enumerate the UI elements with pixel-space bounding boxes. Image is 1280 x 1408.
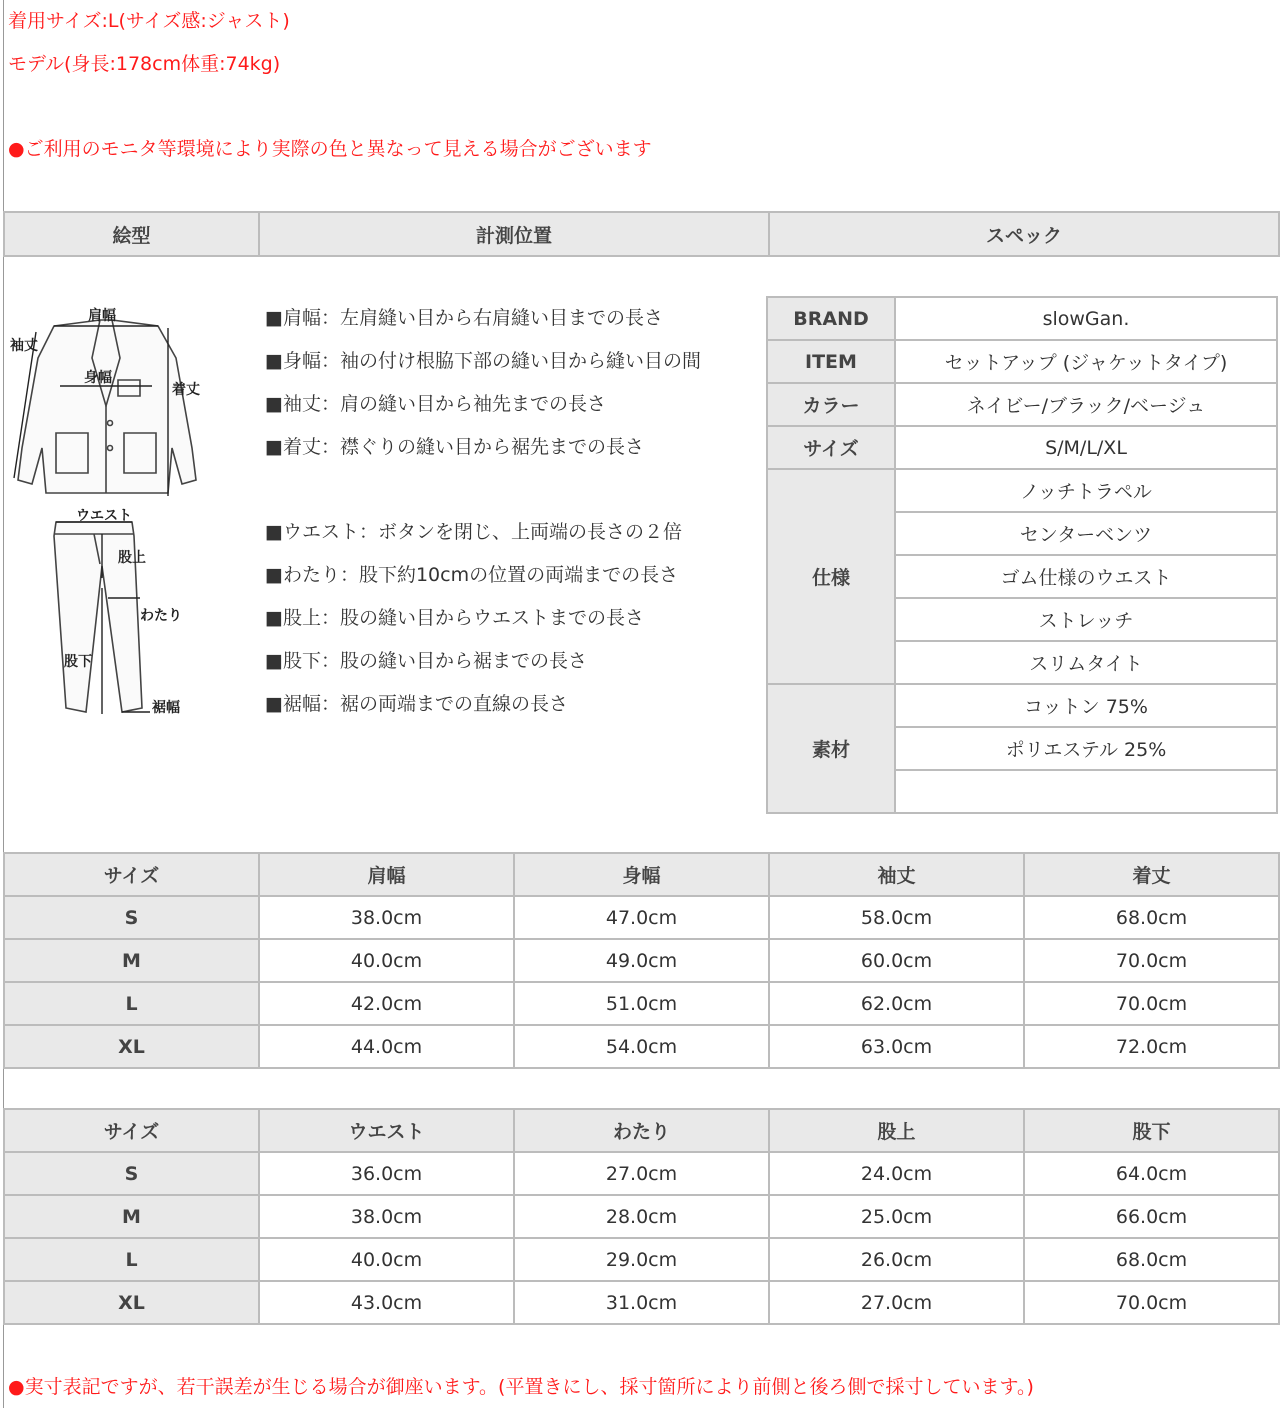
table-cell: 31.0cm (514, 1281, 769, 1324)
spec-row-size (767, 426, 1277, 469)
table-cell: 28.0cm (514, 1195, 769, 1238)
table-cell: 40.0cm (259, 939, 514, 982)
table-cell: 66.0cm (1024, 1195, 1279, 1238)
table-cell: 24.0cm (769, 1152, 1024, 1195)
table-cell: 25.0cm (769, 1195, 1024, 1238)
measure-pants-inseam: ■股下：股の縫い目から裾までの長さ (265, 650, 587, 672)
spec-value: ゴム仕様のウエスト (895, 555, 1277, 598)
jacket-diagram (6, 298, 206, 503)
column-header: サイズ (4, 1109, 259, 1152)
measure-jacket-chest: ■身幅：袖の付け根脇下部の縫い目から縫い目の間 (265, 350, 701, 372)
pants-diagram (52, 508, 202, 718)
table-row (4, 939, 1279, 982)
column-header: 股上 (769, 1109, 1024, 1152)
size-cell: XL (4, 1281, 259, 1324)
spec-value: ポリエステル 25% (895, 727, 1277, 770)
table-cell: 38.0cm (259, 896, 514, 939)
table-row (4, 1195, 1279, 1238)
table-row (4, 1152, 1279, 1195)
table-header-row (4, 853, 1279, 896)
measure-jacket-length: ■着丈：襟ぐりの縫い目から裾先までの長さ (265, 436, 644, 458)
spec-value (895, 770, 1277, 813)
size-cell: L (4, 1238, 259, 1281)
label-hem: 裾幅 (152, 700, 180, 716)
spec-label: BRAND (767, 297, 895, 340)
monitor-warning: ●ご利用のモニタ等環境により実際の色と異なって見える場合がございます (8, 138, 652, 160)
footer-note: ●実寸表記ですが、若干誤差が生じる場合が御座います。(平置きにし、採寸箇所により前側と後ろ側で採寸しています。) (8, 1376, 1034, 1398)
label-rise: 股上 (118, 550, 146, 566)
table-row (4, 1025, 1279, 1068)
label-sleeve: 袖丈 (10, 338, 38, 354)
size-cell: XL (4, 1025, 259, 1068)
wearing-size-note: 着用サイズ:L(サイズ感:ジャスト) (8, 10, 290, 32)
spec-row-brand (767, 297, 1277, 340)
table-cell: 54.0cm (514, 1025, 769, 1068)
table-cell: 72.0cm (1024, 1025, 1279, 1068)
spec-row-material (767, 684, 1277, 727)
column-header: 身幅 (514, 853, 769, 896)
table-cell: 36.0cm (259, 1152, 514, 1195)
spec-row-color (767, 383, 1277, 426)
table-cell: 47.0cm (514, 896, 769, 939)
spec-value: ノッチトラペル (895, 469, 1277, 512)
spec-label: ITEM (767, 340, 895, 383)
spec-row-feature (767, 469, 1277, 512)
table-cell: 26.0cm (769, 1238, 1024, 1281)
measure-pants-rise: ■股上：股の縫い目からウエストまでの長さ (265, 607, 644, 629)
table-cell: 60.0cm (769, 939, 1024, 982)
measure-jacket-sleeve: ■袖丈：肩の縫い目から袖先までの長さ (265, 393, 606, 415)
spec-label: 素材 (767, 684, 895, 813)
spec-value: ストレッチ (895, 598, 1277, 641)
column-header: わたり (514, 1109, 769, 1152)
header-spec: スペック (769, 212, 1279, 256)
table-cell: 70.0cm (1024, 939, 1279, 982)
size-cell: M (4, 939, 259, 982)
table-row (4, 1281, 1279, 1324)
spec-row-item (767, 340, 1277, 383)
table-cell: 40.0cm (259, 1238, 514, 1281)
label-chest: 身幅 (84, 370, 112, 386)
table-cell: 49.0cm (514, 939, 769, 982)
section-header-table (3, 211, 1280, 257)
spec-value: slowGan. (895, 297, 1277, 340)
table-row (4, 896, 1279, 939)
measure-pants-waist: ■ウエスト：ボタンを閉じ、上両端の長さの２倍 (265, 521, 682, 543)
jacket-size-table (3, 852, 1280, 1069)
spec-value: セットアップ (ジャケットタイプ) (895, 340, 1277, 383)
table-cell: 43.0cm (259, 1281, 514, 1324)
spec-value: スリムタイト (895, 641, 1277, 684)
column-header: 肩幅 (259, 853, 514, 896)
spec-value: センターベンツ (895, 512, 1277, 555)
spec-value: ネイビー/ブラック/ベージュ (895, 383, 1277, 426)
table-cell: 70.0cm (1024, 982, 1279, 1025)
measure-pants-hem: ■裾幅：裾の両端までの直線の長さ (265, 693, 568, 715)
column-header: 着丈 (1024, 853, 1279, 896)
pants-size-table (3, 1108, 1280, 1325)
column-header: ウエスト (259, 1109, 514, 1152)
spec-label: カラー (767, 383, 895, 426)
table-cell: 68.0cm (1024, 1238, 1279, 1281)
table-header-row (4, 1109, 1279, 1152)
table-cell: 44.0cm (259, 1025, 514, 1068)
table-cell: 51.0cm (514, 982, 769, 1025)
spec-label: 仕様 (767, 469, 895, 684)
column-header: 股下 (1024, 1109, 1279, 1152)
spec-value: コットン 75% (895, 684, 1277, 727)
label-waist: ウエスト (76, 508, 132, 524)
size-cell: M (4, 1195, 259, 1238)
table-row (4, 1238, 1279, 1281)
table-row (4, 982, 1279, 1025)
table-cell: 27.0cm (769, 1281, 1024, 1324)
table-cell: 27.0cm (514, 1152, 769, 1195)
size-cell: S (4, 1152, 259, 1195)
spec-table (766, 296, 1278, 814)
table-cell: 64.0cm (1024, 1152, 1279, 1195)
header-figure: 絵型 (4, 212, 259, 256)
model-note: モデル(身長:178cm体重:74kg) (8, 53, 281, 75)
spec-label: サイズ (767, 426, 895, 469)
table-cell: 63.0cm (769, 1025, 1024, 1068)
column-header: サイズ (4, 853, 259, 896)
table-cell: 68.0cm (1024, 896, 1279, 939)
size-cell: S (4, 896, 259, 939)
table-cell: 70.0cm (1024, 1281, 1279, 1324)
header-measure-position: 計測位置 (259, 212, 769, 256)
table-cell: 58.0cm (769, 896, 1024, 939)
size-cell: L (4, 982, 259, 1025)
label-thigh: わたり (140, 608, 182, 624)
spec-value: S/M/L/XL (895, 426, 1277, 469)
table-cell: 29.0cm (514, 1238, 769, 1281)
label-shoulder: 肩幅 (88, 308, 116, 324)
table-cell: 62.0cm (769, 982, 1024, 1025)
label-inseam: 股下 (64, 654, 92, 670)
table-cell: 38.0cm (259, 1195, 514, 1238)
table-cell: 42.0cm (259, 982, 514, 1025)
label-length: 着丈 (172, 382, 200, 398)
measure-pants-thigh: ■わたり：股下約10cmの位置の両端までの長さ (265, 564, 679, 586)
measure-jacket-shoulder: ■肩幅：左肩縫い目から右肩縫い目までの長さ (265, 307, 663, 329)
column-header: 袖丈 (769, 853, 1024, 896)
